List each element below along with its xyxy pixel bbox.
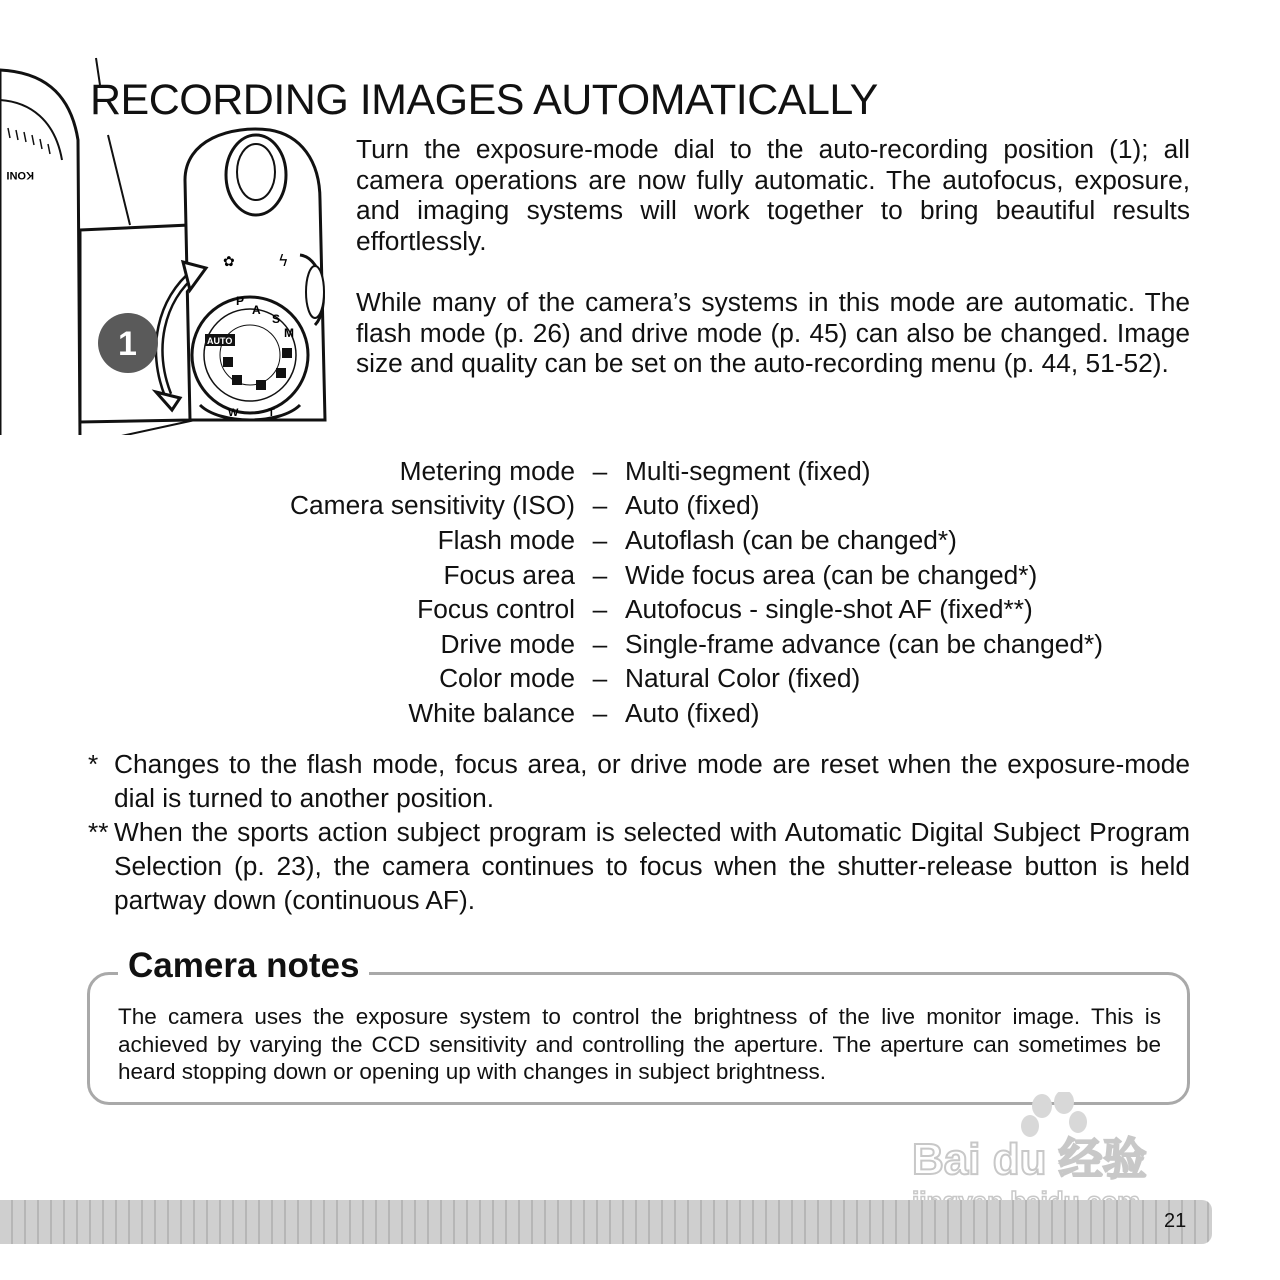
settings-table: [0, 454, 1280, 731]
footer-bar: [0, 1200, 1212, 1244]
setting-value: Wide focus area (can be changed*): [625, 559, 1038, 590]
intro-paragraph-2: While many of the camera’s systems in this mode are automatic. The flash mode (p. 26) and drive mode (p. 45) can also be changed. Image size and quality can be set on the auto-recording menu (p. 44, 51-52).: [356, 287, 1190, 378]
settings-row: [0, 696, 1280, 731]
callout-number: 1: [118, 325, 137, 363]
footnote-1: [88, 747, 1190, 815]
setting-value: Natural Color (fixed): [625, 663, 861, 694]
zoom-label-t: T: [268, 407, 275, 419]
camera-dial-illustration: [0, 55, 340, 435]
page-number: 21: [1164, 1210, 1187, 1232]
setting-separator: –: [592, 697, 608, 728]
setting-separator: –: [592, 455, 608, 486]
setting-label: White balance: [408, 697, 575, 728]
dial-label-m: M: [284, 326, 294, 340]
settings-row: [0, 523, 1280, 558]
dial-label-s: S: [272, 312, 281, 326]
setting-value: Autoflash (can be changed*): [625, 524, 957, 555]
setting-value: Autofocus - single-shot AF (fixed**): [625, 594, 1033, 625]
dial-label-auto: AUTO: [207, 336, 233, 346]
setting-label: Flash mode: [437, 524, 575, 555]
footnote-text: Changes to the flash mode, focus area, or drive mode are reset when the exposure-mode dial is turned to another position.: [114, 749, 1190, 814]
setting-label: Focus control: [417, 594, 575, 625]
settings-row: [0, 592, 1280, 627]
settings-row: [0, 489, 1280, 524]
setting-value: Single-frame advance (can be changed*): [625, 628, 1104, 659]
settings-row: [0, 662, 1280, 697]
svg-text:✿: ✿: [223, 254, 235, 270]
settings-row: [0, 454, 1280, 489]
setting-label: Drive mode: [440, 628, 575, 659]
footnote-marker: **: [88, 817, 109, 847]
zoom-label-w: W: [228, 407, 239, 419]
brand-fragment-label: KONI: [6, 169, 34, 181]
camera-notes-heading: Camera notes: [118, 946, 369, 986]
setting-separator: –: [592, 524, 608, 555]
settings-row: [0, 558, 1280, 593]
setting-value: Auto (fixed): [625, 490, 760, 521]
setting-label: Focus area: [443, 559, 575, 590]
setting-separator: –: [592, 628, 608, 659]
setting-separator: –: [592, 490, 608, 521]
dial-label-p: P: [236, 294, 245, 308]
setting-separator: –: [592, 559, 608, 590]
intro-paragraph-1: Turn the exposure-mode dial to the auto-recording position (1); all camera operations are now fully automatic. The autofocus, exposure, and imaging systems will work together to bring beautiful results effortlessly.: [356, 134, 1190, 256]
setting-separator: –: [592, 663, 608, 694]
settings-row: [0, 627, 1280, 662]
setting-label: Color mode: [439, 663, 575, 694]
footnote-text: When the sports action subject program is selected with Automatic Digital Subject Program Selection (p. 23), the camera continues to focus when the shutter-release button is held partway down (continuous AF).: [114, 817, 1190, 916]
page-title: RECORDING IMAGES AUTOMATICALLY: [90, 76, 878, 124]
setting-separator: –: [592, 594, 608, 625]
setting-value: Multi-segment (fixed): [625, 455, 871, 486]
footnote-marker: *: [88, 749, 99, 779]
setting-label: Camera sensitivity (ISO): [290, 490, 575, 521]
dial-label-a: A: [252, 303, 261, 317]
footnote-2: [88, 815, 1190, 918]
setting-label: Metering mode: [399, 455, 575, 486]
svg-text:ϟ: ϟ: [278, 251, 289, 270]
camera-notes-body: The camera uses the exposure system to control the brightness of the live monitor image. This is achieved by varying the CCD sensitivity and controlling the aperture. The aperture can sometimes be heard stopping down or opening up with changes in subject brightness.: [118, 1004, 1161, 1084]
watermark-brand: Bai du 经验: [912, 1135, 1147, 1184]
setting-value: Auto (fixed): [625, 697, 760, 728]
